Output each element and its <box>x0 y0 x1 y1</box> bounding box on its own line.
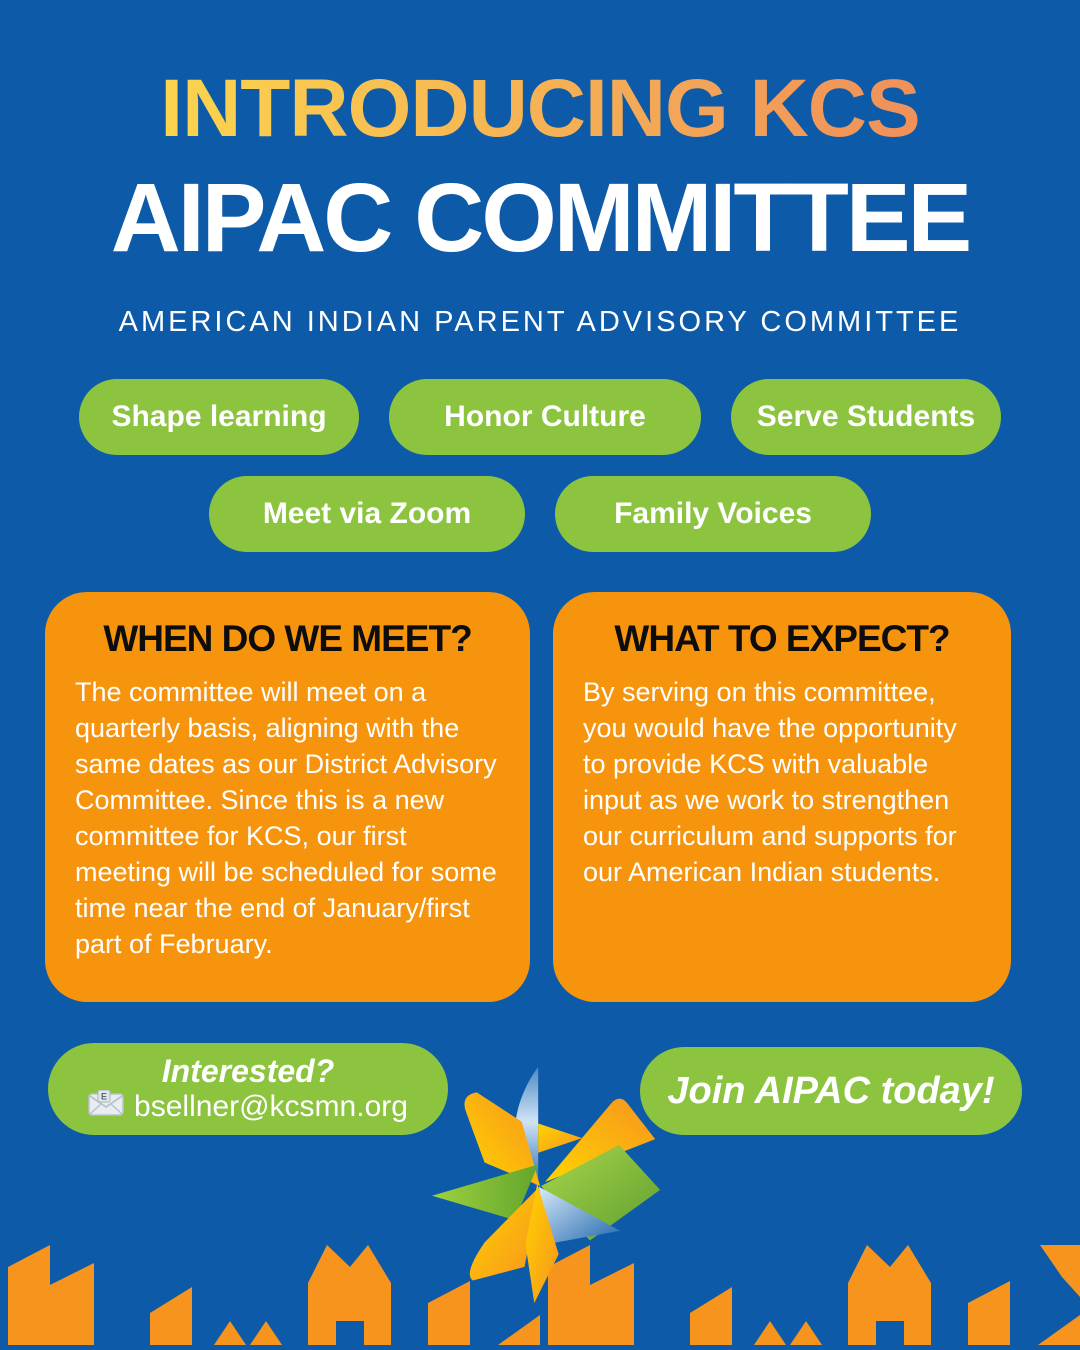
page-title: AIPAC COMMITTEE <box>110 163 970 272</box>
card-title: WHEN DO WE MEET? <box>103 618 472 659</box>
badge-serve-students: Serve Students <box>731 379 1001 455</box>
card-body: The committee will meet on a quarterly basis, aligning with the same dates as our District Advisory Committee. Since this is a new committee for KCS, our first meeting will be scheduled for some time near the end of January/first part of February. <box>75 677 497 959</box>
card-when-do-we-meet <box>45 592 530 1002</box>
svg-text:E: E <box>101 1091 108 1102</box>
badge-honor-culture: Honor Culture <box>389 379 701 455</box>
card-what-to-expect <box>553 592 1011 1002</box>
card-title: WHAT TO EXPECT? <box>614 618 950 659</box>
page-subtitle: AMERICAN INDIAN PARENT ADVISORY COMMITTEE <box>118 306 962 338</box>
badge-meet-via-zoom: Meet via Zoom <box>209 476 525 552</box>
contact-email-row <box>88 1089 408 1125</box>
info-cards <box>45 592 1011 1002</box>
contact-pill[interactable] <box>48 1043 448 1135</box>
envelope-icon <box>88 1089 124 1125</box>
cta-join-button[interactable]: Join AIPAC today! <box>640 1047 1022 1135</box>
badge-family-voices: Family Voices <box>555 476 871 552</box>
kicker-title: INTRODUCING KCS <box>0 62 1080 156</box>
badge-shape-learning: Shape learning <box>79 379 359 455</box>
contact-email[interactable]: bsellner@kcsmn.org <box>134 1090 408 1123</box>
badge-row-2 <box>0 476 1080 552</box>
contact-heading: Interested? <box>161 1053 335 1089</box>
card-body: By serving on this committee, you would have the opportunity to provide KCS with valuable input as we work to strengthen our curriculum and supports for our American Indian students. <box>583 677 957 887</box>
badge-row-1 <box>0 379 1080 455</box>
kcs-star-logo <box>428 1058 662 1315</box>
